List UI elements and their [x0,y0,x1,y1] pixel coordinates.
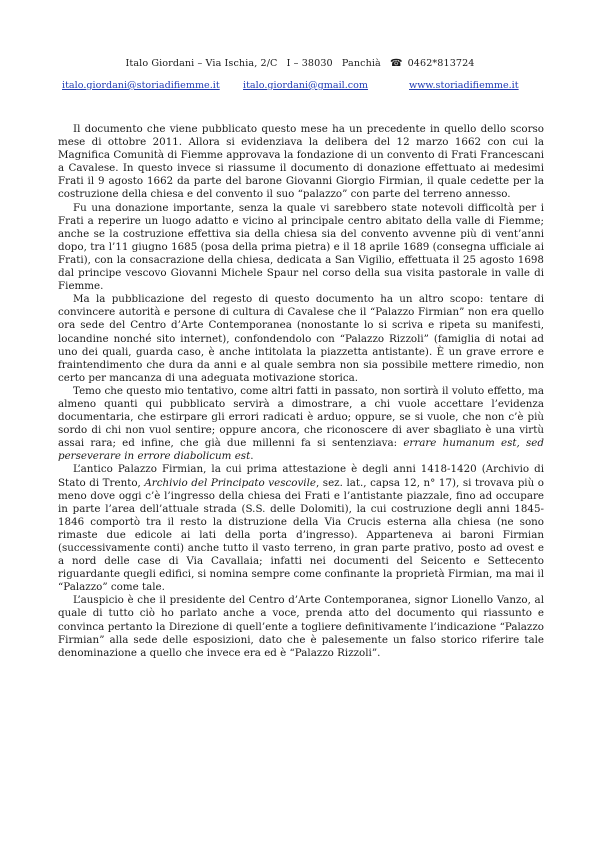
body-paragraph [58,463,544,594]
article-body [58,123,544,660]
italic-text: Archivio del Principato vescovile [144,476,316,489]
contact-links [0,80,600,94]
body-paragraph [58,594,544,659]
paragraph-text: , sez. lat., capsa 12, n° 17), si trovava più o meno dove oggi c’è l’ingresso della chiesa dei Frati e l’antistante piazzale, fino ad occupare in parte l’area dell’attuale strada (S.S. delle Dolomiti), la cui costruzione degli anni 1845-1846 comportò tra il resto la distruzione della Via Crucis esterna alla chiesa (ne sono rimaste due edicole ai lati della porta d’ingresso). Apparteneva ai baroni Firmian (successivamente conti) anche tutto il vasto terreno, in gran parte prativo, posto ad ovest e a nord delle case di Via Cavallaia; infatti nei documenti del Seicento e Settecento riguardante quegli edifici, si nomina sempre come confinante la proprietà Firmian, ma mai il “Palazzo” come tale. [58,476,544,594]
body-paragraph [58,123,544,202]
phone-icon: ☎ [390,58,403,69]
body-paragraph [58,202,544,294]
paragraph-text: L’auspicio è che il presidente del Centro d’Arte Contemporanea, signor Lionello Vanzo, al quale di tutto ciò ho parlato anche a voce, prenda atto del documento qui riassunto e convinca pertanto la Direzione di quell’ente a togliere definitivamente l’indicazione “Palazzo Firmian” alla sede delle esposizioni, dato che è palesemente un falso storico riferire tale denominazione a quello che invece era ed è “Palazzo Rizzoli”. [58,594,544,659]
town: Panchià [341,58,381,69]
paragraph-text: Ma la pubblicazione del regesto di questo documento ha un altro scopo: tentare di convincere autorità e persone di cultura di Cavalese che il “Palazzo Firmian” non era quello ora sede del Centro d’Arte Contemporanea (nonostante lo si scriva e ripeta su manifesti, locandine nonché sito internet), confondendolo con “Palazzo Rizzoli” (famiglia di notai ad uno dei quali, guarda caso, è anche intitolata la piazzetta antistante). È un grave errore e fraintendimento che dura da anni e al quale sembra non sia possibile mettere rimedio, non certo per mancanza di una adeguata motivazione storica. [58,293,544,384]
body-paragraph [58,385,544,464]
letterhead [0,58,600,69]
paragraph-text: L’antico Palazzo Firmian, la cui prima attestazione è degli anni 1418-1420 (Archivio di Stato di Trento, [58,463,544,489]
paragraph-text: Fu una donazione importante, senza la quale vi sarebbero state notevoli difficoltà per i Frati a reperire un luogo adatto e vicino al principale centro abitato della valle di Fiemme; anche se la costruzione effettiva sia della chiesa sia del convento avvenne più di vent’anni dopo, tra l’11 giugno 1685 (posa della prima pietra) e il 18 aprile 1689 (consegna ufficiale ai Frati), con la consacrazione della chiesa, dedicata a San Vigilio, effettuata il 25 agosto 1698 dal principe vescovo Giovanni Michele Spaur nel corso della sua visita pastorale in valle di Fiemme. [58,201,544,293]
sender-name-address: Italo Giordani – Via Ischia, 2/C [125,58,278,69]
email-link-gmail[interactable]: italo.giordani@gmail.com [243,80,369,91]
italic-text: errare humanum est, sed perseverare in errore diabolicum est [58,437,544,463]
postal-code: I – 38030 [286,58,333,69]
paragraph-text: Il documento che viene pubblicato questo mese ha un precedente in quello dello scorso mese di ottobre 2011. Allora si evidenziava la delibera del 12 marzo 1662 con cui la Magnifica Comunità di Fiemme approvava la fondazione di un convento di Frati Francescani a Cavalese. In questo invece si riassume il documento di donazione effettuato ai medesimi Frati il 9 agosto 1662 da parte del barone Giovanni Giorgio Firmian, il quale cedette per la costruzione della chiesa e del convento il suo “palazzo” con parte del terreno annesso. [58,123,544,201]
website-link[interactable]: www.storiadifiemme.it [409,80,519,91]
phone-number: 0462*813724 [407,58,475,69]
paragraph-text: Temo che questo mio tentativo, come altri fatti in passato, non sortirà il voluto effetto, ma almeno quanti qui pubblicato servirà a dimostrare, a chi vuole accettare l’evidenza documentaria, che estirpare gli errori radicati è arduo; oppure, se si vuole, che non c’è più sordo di chi non vuol sentire; oppure ancora, che riconoscere di aver sbagliato è una virtù assai rara; ed infine, che già due millenni fa si sentenziava: [58,384,544,450]
body-paragraph [58,293,544,385]
paragraph-text: . [250,450,254,463]
email-link-storiadifiemme[interactable]: italo.giordani@storiadifiemme.it [62,80,220,91]
